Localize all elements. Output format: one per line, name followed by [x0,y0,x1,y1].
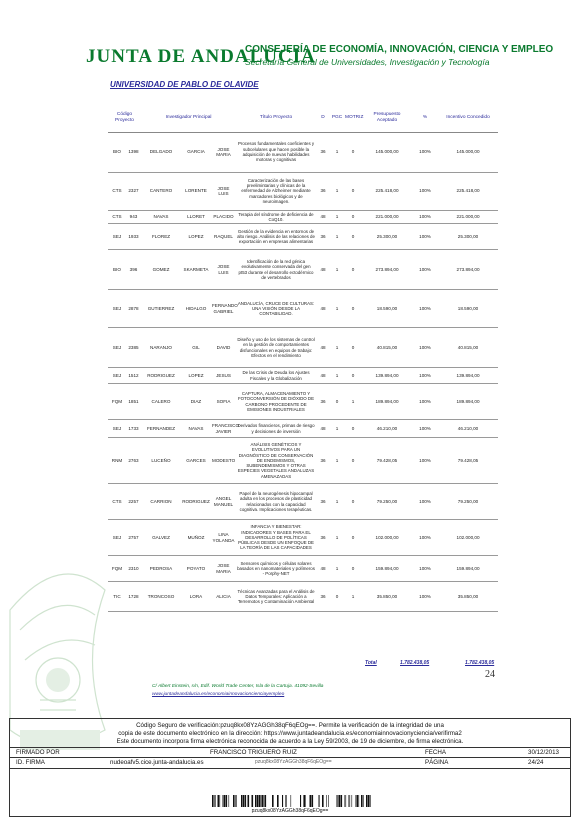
cell-code: 2257 [126,484,141,520]
cell-surname2: LOPEZ [181,224,211,250]
cell-title: Terapia del síndrome de deficiencia de CoQ10. [236,210,316,224]
cell-d: 36 [316,582,330,612]
cell-code: 2763 [126,438,141,484]
cell-title: Técnicas Avanzadas para el Análisis de Datos Temporales: Aplicación a Terremotos y Contaminación Ambiental [236,582,316,612]
cell-surname2: LORA [181,582,211,612]
barcode-icon [212,795,372,807]
cell-motriz: 0 [344,420,362,438]
cell-surname2: GARCES [181,438,211,484]
table-row [108,368,498,384]
cell-d: 36 [316,172,330,210]
cell-area: FQM [108,556,126,582]
verification-line-1: Código Seguro de verificación:pzuq8kx08YzAGGh38qF6qEOg==. Permite la verificación de la integridad de una [136,722,444,729]
cell-surname1: GOMEZ [141,250,181,290]
cell-area: CTS [108,172,126,210]
cell-d: 48 [316,328,330,368]
cell-pgc: 1 [330,132,344,172]
cell-surname1: DELGADO [141,132,181,172]
junta-logo: JUNTA DE ANDALUCIA [86,46,316,67]
cell-surname2: DIAZ [181,384,211,420]
cell-d: 36 [316,224,330,250]
cell-incentivo: 25.300,00 [438,224,498,250]
cell-percent: 100% [412,132,438,172]
cell-pgc: 1 [330,484,344,520]
cell-incentivo: 273.894,00 [438,250,498,290]
cell-area: SEJ [108,328,126,368]
cell-presupuesto: 139.894,00 [362,368,412,384]
cell-incentivo: 225.418,00 [438,172,498,210]
cell-surname2: SKARMETA [181,250,211,290]
cell-surname1: GUTIERREZ [141,290,181,328]
cell-d: 48 [316,250,330,290]
table-header-row [108,104,498,132]
cell-d: 48 [316,368,330,384]
cell-area: RNM [108,438,126,484]
cell-d: 36 [316,384,330,420]
cell-code: 1398 [126,132,141,172]
cell-surname2: HIDALGO [181,290,211,328]
cell-incentivo: 40.815,00 [438,328,498,368]
cell-incentivo: 159.894,00 [438,556,498,582]
cell-code: 1933 [126,224,141,250]
cell-title: CAPTURA, ALMACENAMIENTO Y FOTOCONVERSIÓN DE DIÓXIDO DE CARBONO PROCEDENTE DE EMISIONES INDUSTRIALES [236,384,316,420]
cell-motriz: 1 [344,384,362,420]
cell-area: SEJ [108,520,126,556]
cell-title: Derivados financieros, primas de riesgo y decisiones de inversión [236,420,316,438]
cell-surname1: CARRION [141,484,181,520]
cell-presupuesto: 79.428,05 [362,438,412,484]
secretaria-subtitle: Secretaría General de Universidades, Investigación y Tecnología [245,57,490,67]
cell-firstname: JOSE LUIS [211,172,236,210]
cell-percent: 100% [412,250,438,290]
cell-surname2: LLORET [181,210,211,224]
cell-presupuesto: 225.418,00 [362,172,412,210]
cell-incentivo: 79.428,05 [438,438,498,484]
cell-incentivo: 79.250,00 [438,484,498,520]
cell-title: Procesos fundamentales coeficientes y subcelulares que hacen posible la adquisición de nuevas habilidades motoras y cognitivas [236,132,316,172]
cell-firstname: JOSE MARIA [211,556,236,582]
cell-area: TIC [108,582,126,612]
cell-pgc: 1 [330,328,344,368]
cell-d: 36 [316,132,330,172]
cell-surname1: CANTERO [141,172,181,210]
cell-title: De las Crisis de Deuda los Ajustes Fiscales y la Globalización [236,368,316,384]
col-header-titulo: Título Proyecto [236,104,316,132]
table-row [108,384,498,420]
cell-incentivo: 221.000,00 [438,210,498,224]
table-row [108,250,498,290]
footer-address: C/ Albert Einstein, s/n, Edif. World Trade Center, Isla de la Cartuja. 41092-Sevilla [152,684,324,689]
cell-motriz: 1 [344,582,362,612]
cell-title: ANÁLISIS GENÉTICOS Y EVOLUTIVOS PARA UN DIAGNÓSTICO DE CONSERVACIÓN DE ENDEMISMOS, SUBENDEMISMOS Y OTRAS ESPECIES VEGETALES ANDALUZAS AMENAZADAS [236,438,316,484]
col-header-motriz: MOTRIZ [344,104,362,132]
cell-firstname: FERNANDO GABRIEL [211,290,236,328]
total-label: Total [365,660,377,666]
cell-firstname: FRANCISCO JAVIER [211,420,236,438]
table-row [108,582,498,612]
cell-title: Papel de la neurogénesis hipocampal adulta en los procesos de plasticidad relacionados con la capacidad cognitiva. Implicaciones terapéuticas. [236,484,316,520]
cell-percent: 100% [412,484,438,520]
cell-presupuesto: 145.000,00 [362,132,412,172]
col-header-d: D [316,104,330,132]
cell-percent: 100% [412,384,438,420]
cell-title: INFANCIA Y BIENESTAR: INDICADORES Y BASES PARA EL DESARROLLO DE POLÍTICAS PÚBLICAS DESDE UN ENFOQUE DE LA TEORÍA DE LAS CAPACIDADES [236,520,316,556]
cell-code: 2757 [126,520,141,556]
page-number: 24 [485,669,495,680]
cell-motriz: 0 [344,556,362,582]
consejeria-title: CONSEJERÍA DE ECONOMÍA, INNOVACIÓN, CIENCIA Y EMPLEO [245,44,554,55]
cell-area: FQM [108,384,126,420]
col-header-presupuesto: Presupuesto Aceptado [362,104,412,132]
cell-code: 2310 [126,556,141,582]
cell-motriz: 0 [344,438,362,484]
cell-pgc: 1 [330,520,344,556]
cell-incentivo: 102.000,00 [438,520,498,556]
cell-presupuesto: 221.000,00 [362,210,412,224]
col-header-incentivo: Incentivo Concedido [438,104,498,132]
cell-presupuesto: 46.210,00 [362,420,412,438]
cell-area: CTS [108,484,126,520]
cell-presupuesto: 273.894,00 [362,250,412,290]
cell-title: Diseño y uso de los sistemas de control en la gestión de comportamientes disfuncionales en equipos de trabajo: Efectos en el rendimiento [236,328,316,368]
cell-surname2: GARCIA [181,132,211,172]
col-header-percent: % [412,104,438,132]
verification-line-3: Este documento incorpora firma electrónica reconocida de acuerdo a la Ley 59/2003, de 19 de diciembre, de firma electrónica. [116,738,464,745]
barcode-text: pzuq8kx08YzAGGh38qF6qEOg== [251,808,329,814]
col-header-pgc: PGC [330,104,344,132]
cell-firstname: ALICIA [211,582,236,612]
cell-motriz: 0 [344,210,362,224]
cell-incentivo: 18.590,00 [438,290,498,328]
table-row [108,556,498,582]
cell-presupuesto: 40.815,00 [362,328,412,368]
cell-surname1: FERNANDEZ [141,420,181,438]
table-row [108,328,498,368]
fecha-label: FECHA [425,749,446,756]
cell-pgc: 1 [330,224,344,250]
table-row [108,224,498,250]
cell-percent: 100% [412,210,438,224]
total-presupuesto: 1.782.438,05 [400,660,430,666]
cell-title: Sensores químicos y células solares basados en nanomateriales y polímeros - Porphy-NET [236,556,316,582]
cell-percent: 100% [412,582,438,612]
cell-title: Caracterización de las bases preelimintarias y clínicas de la enfermedad de Alzheimer mediante marcadores biológicos y de neuroimagen. [236,172,316,210]
table-row [108,520,498,556]
cell-d: 36 [316,438,330,484]
cell-surname2: NAVAS [181,420,211,438]
cell-motriz: 0 [344,132,362,172]
col-header-investigador: Investigador Principal [141,104,236,132]
cell-presupuesto: 159.894,00 [362,556,412,582]
cell-d: 48 [316,556,330,582]
cell-code: 1733 [126,420,141,438]
cell-surname2: LORENTE [181,172,211,210]
cell-pgc: 1 [330,438,344,484]
cell-presupuesto: 25.300,00 [362,224,412,250]
cell-area: SEJ [108,290,126,328]
pagina-label: PÁGINA [425,759,449,766]
cell-pgc: 1 [330,210,344,224]
cell-d: 48 [316,420,330,438]
cell-code: 2385 [126,328,141,368]
cell-incentivo: 189.894,00 [438,384,498,420]
cell-code: 2878 [126,290,141,328]
cell-surname2: MUÑOZ [181,520,211,556]
cell-area: BIO [108,250,126,290]
cell-presupuesto: 18.590,00 [362,290,412,328]
cell-surname1: FLOREZ [141,224,181,250]
col-header-codigo: Código Proyecto [108,104,141,132]
verification-line-2: copia de este documento electrónico en la dirección: https://www.juntadeandalucia.es/economiainnovacionyciencia/verifirma2 [118,730,462,737]
cell-incentivo: 139.894,00 [438,368,498,384]
cell-firstname: MODESTO [211,438,236,484]
cell-firstname: JESUS [211,368,236,384]
cell-presupuesto: 79.250,00 [362,484,412,520]
cell-percent: 100% [412,224,438,250]
cell-surname1: NARANJO [141,328,181,368]
cell-code: 1512 [126,368,141,384]
cell-incentivo: 46.210,00 [438,420,498,438]
cell-d: 48 [316,290,330,328]
cell-pgc: 1 [330,556,344,582]
cell-code: 396 [126,250,141,290]
cell-motriz: 0 [344,484,362,520]
table-row [108,290,498,328]
cell-presupuesto: 102.000,00 [362,520,412,556]
cell-pgc: 0 [330,384,344,420]
cell-firstname: JOSE MARIA [211,132,236,172]
table-row [108,420,498,438]
pagina-value: 24/24 [528,759,544,766]
cell-area: SEJ [108,224,126,250]
table-row [108,484,498,520]
cell-incentivo: 145.000,00 [438,132,498,172]
firmado-label: FIRMADO POR [16,749,60,756]
cell-presupuesto: 35.850,00 [362,582,412,612]
cell-percent: 100% [412,420,438,438]
cell-percent: 100% [412,368,438,384]
cell-motriz: 0 [344,224,362,250]
cell-surname1: RODRIGUEZ [141,368,181,384]
cell-firstname: PLACIDO [211,210,236,224]
cell-firstname: ANGEL MANUEL [211,484,236,520]
cell-motriz: 0 [344,250,362,290]
total-incentivo: 1.782.438,05 [465,660,495,666]
cell-area: SEJ [108,420,126,438]
cell-percent: 100% [412,520,438,556]
cell-presupuesto: 189.894,00 [362,384,412,420]
cell-firstname: JOSE LUIS [211,250,236,290]
cell-firstname: DAVID [211,328,236,368]
cell-d: 48 [316,210,330,224]
cell-pgc: 1 [330,290,344,328]
cell-code: 1728 [126,582,141,612]
cell-firstname: LINA YOLANDA [211,520,236,556]
footer-url-link[interactable]: www.juntadeandalucia.es/economiainnovacioncienciayempleo [152,692,285,697]
cell-surname1: TRONCOSO [141,582,181,612]
table-row [108,172,498,210]
table-row [108,438,498,484]
cell-title: ANDALUCÍA, CRUCE DE CULTURAS: UNA VISIÓN DESDE LA CONTABILIDAD. [236,290,316,328]
cell-surname2: GIL [181,328,211,368]
cell-firstname: RAQUEL [211,224,236,250]
cell-percent: 100% [412,556,438,582]
table-row [108,210,498,224]
cell-motriz: 0 [344,290,362,328]
cell-area: SEJ [108,368,126,384]
cell-title: Identificación de la red génica evolutivamente conservada del gen pt53 durante el desarrollo ectodérmico de vertebrados [236,250,316,290]
cell-pgc: 1 [330,368,344,384]
cell-percent: 100% [412,438,438,484]
cell-d: 36 [316,484,330,520]
cell-percent: 100% [412,172,438,210]
cell-area: CTS [108,210,126,224]
cell-pgc: 1 [330,250,344,290]
cell-surname1: GALVEZ [141,520,181,556]
cell-title: Gestión de la evidencia en entornos de alto riesgo. Análisis de las relaciones de exportación en empresas alimentarias [236,224,316,250]
cell-area: BIO [108,132,126,172]
cell-code: 1851 [126,384,141,420]
id-firma-label: ID. FIRMA [16,759,45,766]
fecha-value: 30/12/2013 [528,749,559,756]
cell-surname1: CALERO [141,384,181,420]
cell-motriz: 0 [344,520,362,556]
cell-firstname: SOFIA [211,384,236,420]
cell-code: 943 [126,210,141,224]
university-heading: UNIVERSIDAD DE PABLO DE OLAVIDE [110,80,259,89]
firmado-value: FRANCISCO TRIGUERO RUIZ [210,749,297,756]
cell-pgc: 1 [330,172,344,210]
cell-surname1: LUCEÑO [141,438,181,484]
cell-surname2: RODRIGUEZ [181,484,211,520]
cell-surname2: POYATO [181,556,211,582]
cell-surname2: LOPEZ [181,368,211,384]
cell-incentivo: 35.850,00 [438,582,498,612]
cell-surname1: NAVAS [141,210,181,224]
projects-table [108,104,498,612]
table-row [108,132,498,172]
id-firma-value: nudeoafv5.cice.junta-andalucia.es [110,759,204,766]
cell-percent: 100% [412,290,438,328]
cell-percent: 100% [412,328,438,368]
cell-d: 36 [316,520,330,556]
cell-motriz: 0 [344,172,362,210]
cell-surname1: PEDROSA [141,556,181,582]
cell-code: 2327 [126,172,141,210]
cell-motriz: 0 [344,328,362,368]
cell-motriz: 0 [344,368,362,384]
id-firma-code: pzuq8kx08YzAGGh38qF6qEOg== [255,759,332,765]
cell-pgc: 0 [330,582,344,612]
cell-pgc: 1 [330,420,344,438]
